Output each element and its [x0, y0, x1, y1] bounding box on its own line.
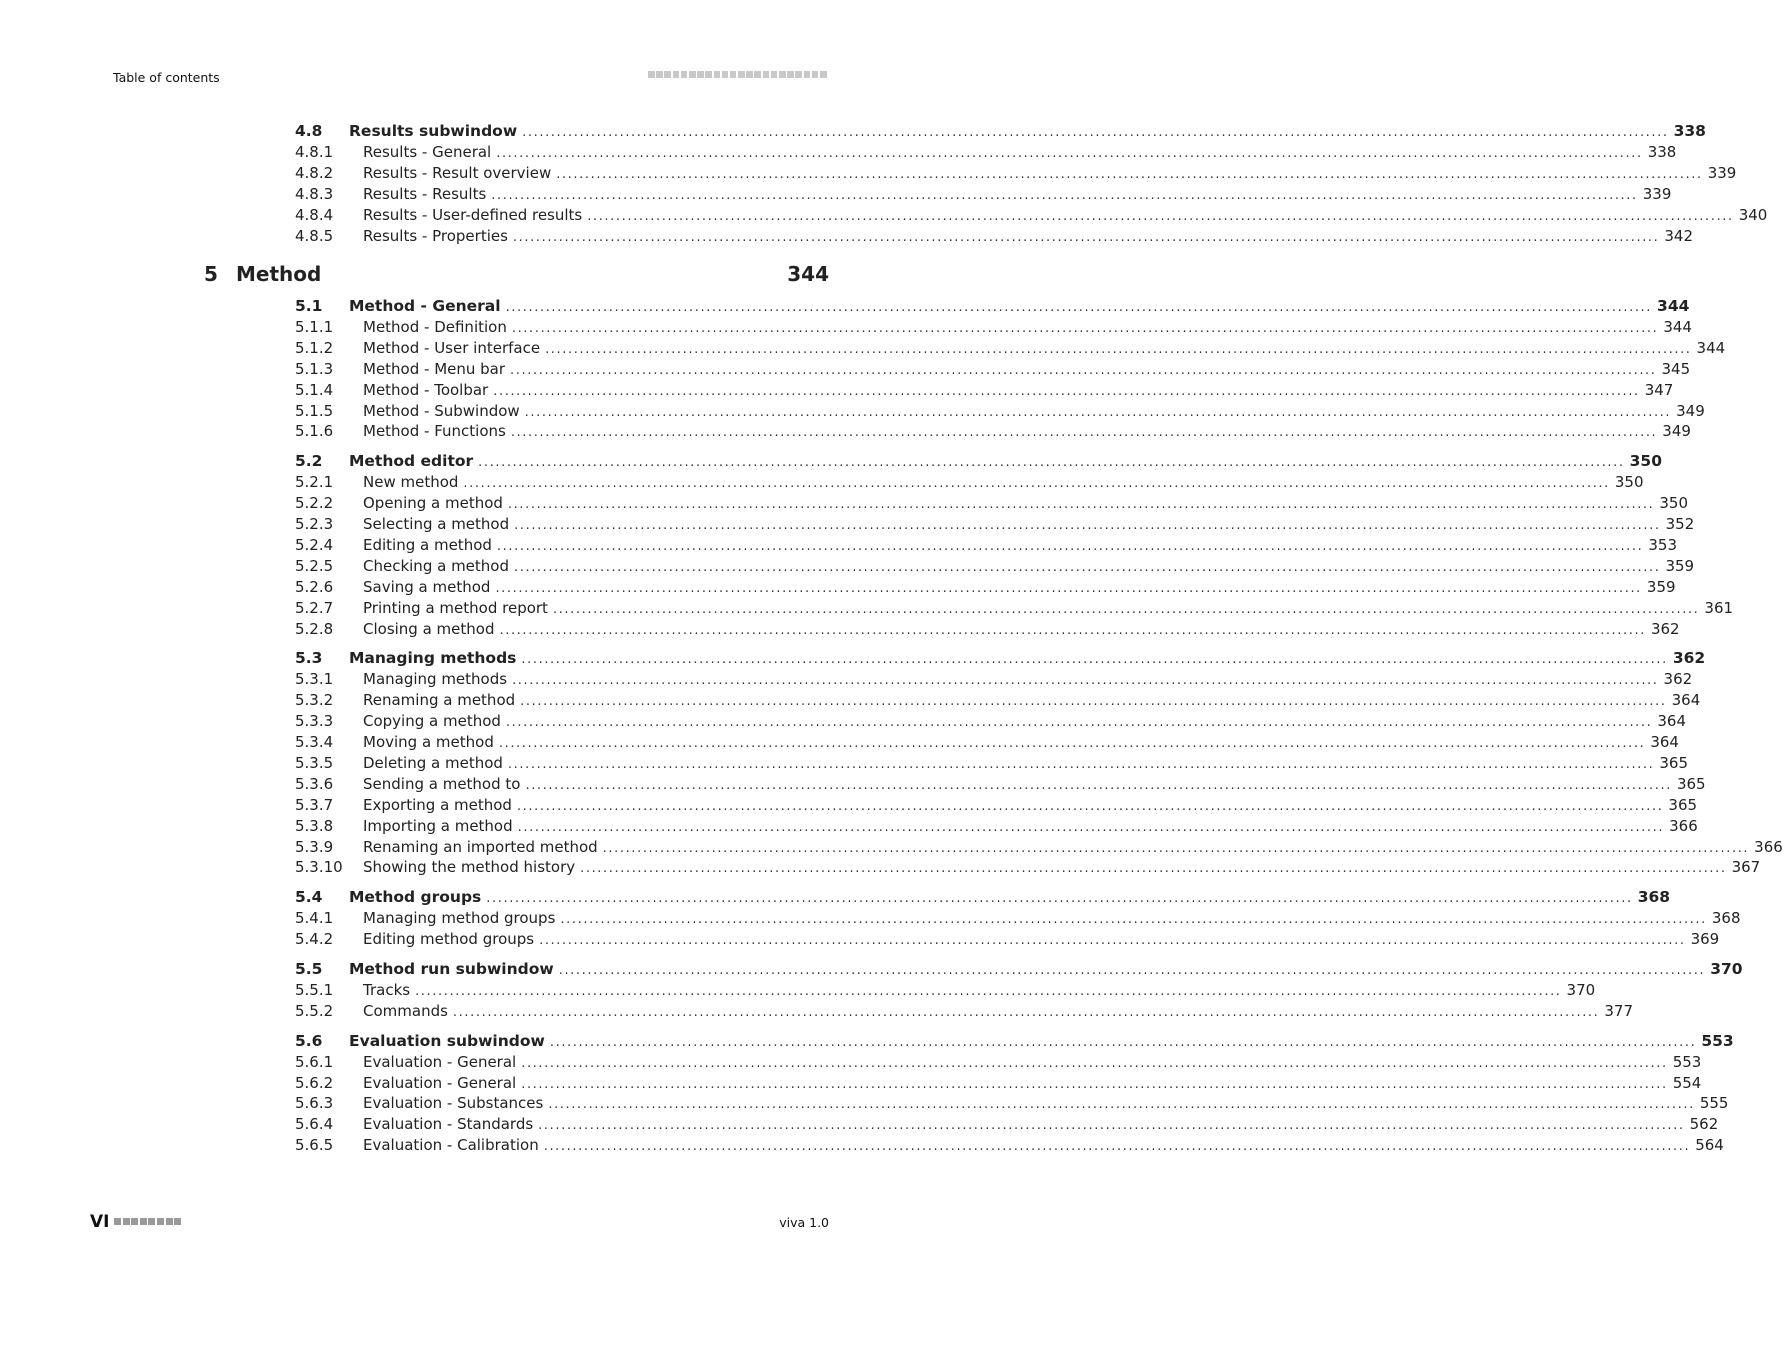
- toc-dot-leader: ........................................................................................................................................................................................................: [491, 187, 1638, 203]
- toc-entry-number: 5.6.5: [295, 1136, 334, 1155]
- toc-dot-leader: ........................................................................................................................................................................................................: [514, 559, 1661, 575]
- chapter-number: 5: [204, 262, 218, 286]
- toc-entry-title: Renaming a method: [363, 691, 516, 710]
- toc-entry-page: 564: [1695, 1136, 1724, 1155]
- toc-entry-number: 5.6: [295, 1031, 323, 1050]
- toc-entry-number: 5.3.1: [295, 670, 334, 689]
- toc-entry-page: 362: [1663, 670, 1693, 689]
- toc-subsection-entry[interactable]: [295, 1136, 1724, 1156]
- toc-entry-page: 353: [1648, 535, 1678, 554]
- toc-entry-title: Moving a method: [363, 733, 494, 751]
- toc-entry-title: Managing method groups: [363, 909, 556, 928]
- toc-entry-page: 349: [1676, 401, 1705, 420]
- toc-entry-title: Renaming an imported method: [363, 837, 598, 856]
- toc-entry-number: 5.1.3: [295, 359, 334, 378]
- toc-entry-title: Commands: [363, 1001, 448, 1020]
- toc-entry-number: 5.4.2: [295, 930, 334, 949]
- toc-subsection-entry[interactable]: [295, 380, 1674, 401]
- toc-subsection-entry[interactable]: [295, 163, 1737, 184]
- toc-entry-page: 359: [1646, 577, 1676, 596]
- decoration-square: [140, 1218, 147, 1225]
- toc-dot-leader: ........................................................................................................................................................................................................: [521, 652, 1668, 668]
- toc-subsection-entry[interactable]: [295, 317, 1692, 338]
- decoration-square: [738, 71, 745, 78]
- toc-entry-number: 5.3.9: [295, 837, 334, 856]
- toc-entry-page: 364: [1650, 733, 1679, 751]
- toc-entry-title: Saving a method: [363, 577, 491, 596]
- toc-entry-page: 339: [1642, 184, 1672, 203]
- toc-entry-title: Results - Properties: [363, 226, 508, 245]
- toc-subsection-entry[interactable]: [295, 142, 1677, 163]
- toc-entry-title: Opening a method: [363, 494, 503, 513]
- toc-entry-number: 5.2.5: [295, 556, 334, 575]
- toc-entry-page: 359: [1665, 556, 1695, 575]
- toc-dot-leader: ........................................................................................................................................................................................................: [496, 145, 1643, 161]
- toc-entry-page: 338: [1673, 122, 1706, 140]
- toc-dot-leader: ........................................................................................................................................................................................................: [493, 383, 1640, 399]
- toc-entry-title: Method run subwindow: [349, 960, 554, 978]
- toc-subsection-entry[interactable]: [295, 359, 1691, 380]
- toc-dot-leader: ........................................................................................................................................................................................................: [543, 1139, 1691, 1155]
- toc-section-entry[interactable]: [295, 452, 1662, 472]
- decoration-square: [754, 71, 761, 78]
- toc-entry-page: 553: [1701, 1031, 1734, 1050]
- toc-subsection-entry[interactable]: [295, 774, 1706, 795]
- toc-section-entry[interactable]: [295, 960, 1743, 980]
- toc-entry-title: Evaluation - General: [363, 1052, 517, 1071]
- toc-entry-number: 5.2.6: [295, 577, 334, 596]
- toc-entry-page: 365: [1676, 774, 1706, 793]
- toc-entry-title: Managing methods: [349, 649, 517, 668]
- footer-version: viva 1.0: [779, 1215, 829, 1230]
- toc-entry-title: Evaluation - Substances: [363, 1094, 544, 1113]
- toc-dot-leader: ........................................................................................................................................................................................................: [525, 777, 1672, 793]
- toc-entry-number: 5.3: [295, 649, 323, 668]
- decoration-square: [787, 71, 794, 78]
- toc-entry-number: 5.3.6: [295, 774, 334, 793]
- toc-subsection-entry[interactable]: [295, 858, 1761, 878]
- toc-subsection-entry[interactable]: [295, 837, 1783, 858]
- toc-section-entry[interactable]: [295, 649, 1706, 669]
- toc-dot-leader: ........................................................................................................................................................................................................: [560, 912, 1707, 928]
- toc-dot-leader: ........................................................................................................................................................................................................: [552, 601, 1700, 617]
- toc-entry-title: Sending a method to: [363, 774, 521, 793]
- toc-entry-title: Importing a method: [363, 816, 513, 835]
- toc-subsection-entry[interactable]: [295, 930, 1720, 950]
- toc-entry-title: Evaluation - Calibration: [363, 1136, 539, 1155]
- toc-dot-leader: ........................................................................................................................................................................................................: [545, 341, 1692, 357]
- toc-dot-leader: ........................................................................................................................................................................................................: [516, 798, 1664, 814]
- toc-entry-title: Tracks: [363, 980, 411, 999]
- running-header-title: Table of contents: [113, 70, 220, 85]
- toc-dot-leader: ........................................................................................................................................................................................................: [463, 476, 1610, 492]
- toc-entry-number: 5.3.8: [295, 816, 334, 835]
- decoration-square: [746, 71, 753, 78]
- toc-subsection-entry[interactable]: [295, 733, 1679, 753]
- footer-decoration: [114, 1218, 181, 1225]
- toc-dot-leader: ........................................................................................................................................................................................................: [522, 125, 1669, 140]
- toc-entry-number: 5.1.2: [295, 338, 334, 357]
- toc-dot-leader: ........................................................................................................................................................................................................: [512, 673, 1659, 689]
- toc-entry-title: Editing method groups: [363, 930, 535, 949]
- toc-entry-page: 342: [1664, 226, 1694, 245]
- toc-subsection-entry[interactable]: [295, 909, 1741, 929]
- toc-subsection-entry[interactable]: [295, 816, 1698, 837]
- toc-entry-number: 4.8: [295, 122, 323, 140]
- toc-dot-leader: ........................................................................................................................................................................................................: [538, 1118, 1685, 1134]
- toc-entry-page: 365: [1668, 795, 1698, 814]
- toc-entry-title: Deleting a method: [363, 753, 503, 772]
- toc-dot-leader: ........................................................................................................................................................................................................: [587, 208, 1734, 224]
- toc-entry-number: 5.1: [295, 297, 323, 315]
- toc-entry-page: 338: [1647, 142, 1677, 161]
- toc-section-entry[interactable]: [295, 888, 1671, 908]
- toc-entry-title: Closing a method: [363, 619, 495, 638]
- toc-entry-number: 5.3.4: [295, 733, 334, 751]
- toc-subsection-entry[interactable]: [295, 535, 1678, 556]
- toc-entry-title: Evaluation - General: [363, 1073, 517, 1092]
- toc-entry-page: 340: [1738, 205, 1768, 224]
- toc-entry-title: Evaluation subwindow: [349, 1031, 545, 1050]
- decoration-square: [697, 71, 704, 78]
- toc-entry-number: 5.5: [295, 960, 323, 978]
- toc-entry-title: Exporting a method: [363, 795, 512, 814]
- toc-entry-number: 5.6.2: [295, 1073, 334, 1092]
- decoration-square: [804, 71, 811, 78]
- toc-entry-number: 5.3.5: [295, 753, 334, 772]
- decoration-square: [174, 1218, 181, 1225]
- toc-subsection-entry[interactable]: [295, 1052, 1702, 1073]
- toc-dot-leader: ........................................................................................................................................................................................................: [521, 1055, 1668, 1071]
- toc-entry-number: 4.8.2: [295, 163, 334, 182]
- toc-entry-page: 562: [1689, 1115, 1719, 1134]
- decoration-square: [148, 1218, 155, 1225]
- toc-dot-leader: ........................................................................................................................................................................................................: [510, 425, 1658, 441]
- toc-entry-title: New method: [363, 473, 459, 492]
- toc-entry-page: 369: [1690, 930, 1720, 949]
- toc-entry-page: 554: [1672, 1073, 1702, 1092]
- toc-subsection-entry[interactable]: [295, 1094, 1729, 1114]
- decoration-square: [795, 71, 802, 78]
- toc-entry-page: 362: [1672, 649, 1706, 668]
- toc-dot-leader: ........................................................................................................................................................................................................: [520, 694, 1667, 710]
- toc-entry-title: Printing a method report: [363, 598, 548, 617]
- toc-dot-leader: ........................................................................................................................................................................................................: [512, 229, 1660, 245]
- toc-entry-page: 362: [1650, 619, 1680, 638]
- chapter-title: Method: [236, 262, 322, 286]
- toc-entry-page: 344: [1663, 317, 1692, 336]
- decoration-square: [664, 71, 671, 78]
- toc-entry-number: 4.8.4: [295, 205, 334, 224]
- decoration-square: [714, 71, 721, 78]
- toc-entry-page: 365: [1659, 753, 1689, 772]
- toc-entry-page: 347: [1644, 380, 1674, 399]
- toc-entry-page: 361: [1704, 598, 1734, 617]
- toc-subsection-entry[interactable]: [295, 577, 1676, 598]
- toc-entry-title: Method - Functions: [363, 422, 506, 441]
- decoration-square: [114, 1218, 121, 1225]
- toc-entry-page: 370: [1710, 960, 1743, 978]
- chapter-page: 344: [787, 262, 829, 286]
- toc-subsection-entry[interactable]: [295, 1115, 1719, 1135]
- toc-subsection-entry[interactable]: [295, 753, 1689, 774]
- toc-entry-page: 352: [1665, 515, 1695, 533]
- toc-dot-leader: ........................................................................................................................................................................................................: [524, 404, 1672, 420]
- toc-dot-leader: ........................................................................................................................................................................................................: [452, 1004, 1600, 1020]
- toc-entry-page: 370: [1566, 980, 1596, 999]
- toc-entry-number: 5.2.2: [295, 494, 334, 513]
- toc-entry-page: 350: [1614, 473, 1644, 492]
- toc-subsection-entry[interactable]: [295, 1073, 1702, 1094]
- toc-entry-number: 5.3.2: [295, 691, 334, 710]
- toc-dot-leader: ........................................................................................................................................................................................................: [514, 518, 1661, 533]
- toc-entry-number: 5.3.7: [295, 795, 334, 814]
- toc-entry-page: 344: [1657, 297, 1690, 315]
- toc-entry-number: 5.2.4: [295, 535, 334, 554]
- toc-entry-title: Method - Definition: [363, 317, 507, 336]
- toc-entry-number: 5.3.3: [295, 712, 334, 731]
- toc-entry-page: 349: [1662, 422, 1691, 441]
- toc-entry-page: 555: [1699, 1094, 1729, 1113]
- toc-subsection-entry[interactable]: [295, 401, 1705, 422]
- decoration-square: [730, 71, 737, 78]
- toc-dot-leader: ........................................................................................................................................................................................................: [507, 756, 1655, 772]
- toc-entry-page: 368: [1711, 909, 1741, 928]
- toc-subsection-entry[interactable]: [295, 494, 1689, 514]
- toc-section-entry[interactable]: [295, 122, 1706, 142]
- decoration-square: [779, 71, 786, 78]
- toc-entry-number: 5.2: [295, 452, 323, 471]
- toc-entry-number: 4.8.5: [295, 226, 334, 245]
- toc-entry-title: Method - General: [349, 297, 501, 315]
- toc-entry-title: Checking a method: [363, 556, 509, 575]
- toc-dot-leader: ........................................................................................................................................................................................................: [507, 497, 1655, 513]
- toc-dot-leader: ........................................................................................................................................................................................................: [486, 891, 1633, 907]
- toc-dot-leader: ........................................................................................................................................................................................................: [558, 963, 1706, 978]
- toc-subsection-entry[interactable]: [295, 1001, 1634, 1022]
- decoration-square: [763, 71, 770, 78]
- toc-dot-leader: ........................................................................................................................................................................................................: [499, 622, 1646, 638]
- decoration-square: [656, 71, 663, 78]
- chapter-heading[interactable]: [204, 262, 829, 290]
- toc-subsection-entry[interactable]: [295, 670, 1693, 690]
- toc-entry-page: 367: [1731, 858, 1761, 877]
- toc-entry-page: 366: [1754, 837, 1783, 856]
- toc-entry-page: 339: [1707, 163, 1737, 182]
- toc-subsection-entry[interactable]: [295, 422, 1691, 442]
- toc-entry-number: 5.2.3: [295, 515, 334, 533]
- toc-subsection-entry[interactable]: [295, 515, 1695, 535]
- toc-entry-number: 5.2.1: [295, 473, 334, 492]
- decoration-square: [820, 71, 827, 78]
- toc-entry-page: 553: [1672, 1052, 1702, 1071]
- toc-entry-title: Copying a method: [363, 712, 501, 731]
- toc-section-entry[interactable]: [295, 1031, 1734, 1052]
- toc-entry-title: Method groups: [349, 888, 482, 907]
- toc-dot-leader: ........................................................................................................................................................................................................: [556, 166, 1703, 182]
- decoration-square: [705, 71, 712, 78]
- toc-entry-page: 345: [1661, 359, 1691, 378]
- decoration-square: [722, 71, 729, 78]
- toc-entry-number: 5.4.1: [295, 909, 334, 928]
- toc-entry-title: Method editor: [349, 452, 474, 471]
- header-decoration: [648, 71, 830, 81]
- toc-dot-leader: ........................................................................................................................................................................................................: [478, 455, 1625, 471]
- toc-subsection-entry[interactable]: [295, 795, 1698, 816]
- toc-entry-title: Method - Menu bar: [363, 359, 506, 378]
- toc-subsection-entry[interactable]: [295, 473, 1644, 493]
- decoration-square: [771, 71, 778, 78]
- toc-subsection-entry[interactable]: [295, 184, 1672, 205]
- toc-subsection-entry[interactable]: [295, 980, 1596, 1001]
- footer-page-number: VI: [90, 1212, 110, 1232]
- toc-subsection-entry[interactable]: [295, 226, 1694, 247]
- toc-entry-title: Method - User interface: [363, 338, 541, 357]
- toc-entry-title: Evaluation - Standards: [363, 1115, 534, 1134]
- toc-dot-leader: ........................................................................................................................................................................................................: [517, 819, 1665, 835]
- toc-subsection-entry[interactable]: [295, 691, 1701, 711]
- toc-entry-number: 5.5.1: [295, 980, 334, 999]
- toc-entry-number: 5.6.1: [295, 1052, 334, 1071]
- decoration-square: [648, 71, 655, 78]
- decoration-square: [689, 71, 696, 78]
- toc-entry-number: 5.5.2: [295, 1001, 334, 1020]
- toc-dot-leader: ........................................................................................................................................................................................................: [511, 320, 1659, 336]
- toc-entry-number: 4.8.1: [295, 142, 334, 161]
- toc-entry-number: 5.1.1: [295, 317, 334, 336]
- toc-entry-title: Results - User-defined results: [363, 205, 583, 224]
- toc-subsection-entry[interactable]: [295, 205, 1768, 226]
- decoration-square: [673, 71, 680, 78]
- toc-entry-number: 5.1.6: [295, 422, 334, 441]
- toc-entry-title: Results subwindow: [349, 122, 518, 140]
- decoration-square: [131, 1218, 138, 1225]
- toc-entry-number: 4.8.3: [295, 184, 334, 203]
- toc-dot-leader: ........................................................................................................................................................................................................: [510, 362, 1657, 378]
- toc-entry-title: Showing the method history: [363, 858, 576, 877]
- decoration-square: [166, 1218, 173, 1225]
- toc-dot-leader: ........................................................................................................................................................................................................: [415, 983, 1562, 999]
- toc-entry-number: 5.4: [295, 888, 323, 907]
- toc-entry-page: 350: [1629, 452, 1662, 471]
- toc-dot-leader: ........................................................................................................................................................................................................: [521, 1076, 1668, 1092]
- decoration-square: [123, 1218, 130, 1225]
- toc-entry-number: 5.2.7: [295, 598, 334, 617]
- toc-dot-leader: ........................................................................................................................................................................................................: [496, 538, 1644, 554]
- toc-entry-title: Selecting a method: [363, 515, 510, 533]
- toc-section-entry[interactable]: [295, 297, 1690, 317]
- toc-entry-title: Editing a method: [363, 535, 492, 554]
- toc-dot-leader: ........................................................................................................................................................................................................: [580, 861, 1727, 877]
- toc-dot-leader: ........................................................................................................................................................................................................: [505, 300, 1653, 315]
- toc-entry-title: Method - Subwindow: [363, 401, 520, 420]
- toc-entry-page: 377: [1604, 1001, 1634, 1020]
- toc-entry-page: 368: [1637, 888, 1671, 907]
- toc-entry-page: 344: [1696, 338, 1726, 357]
- toc-subsection-entry[interactable]: [295, 619, 1680, 640]
- toc-entry-page: 350: [1659, 494, 1689, 513]
- toc-dot-leader: ........................................................................................................................................................................................................: [548, 1097, 1695, 1113]
- toc-entry-number: 5.6.3: [295, 1094, 334, 1113]
- toc-entry-title: Results - Result overview: [363, 163, 552, 182]
- toc-dot-leader: ........................................................................................................................................................................................................: [602, 840, 1750, 856]
- toc-dot-leader: ........................................................................................................................................................................................................: [505, 715, 1653, 731]
- decoration-square: [681, 71, 688, 78]
- toc-entry-page: 366: [1669, 816, 1698, 835]
- toc-entry-title: Results - General: [363, 142, 492, 161]
- toc-entry-title: Results - Results: [363, 184, 487, 203]
- toc-entry-number: 5.1.5: [295, 401, 334, 420]
- toc-entry-number: 5.3.10: [295, 858, 343, 877]
- toc-dot-leader: ........................................................................................................................................................................................................: [495, 580, 1642, 596]
- toc-subsection-entry[interactable]: [295, 338, 1726, 359]
- toc-subsection-entry[interactable]: [295, 598, 1734, 619]
- decoration-square: [812, 71, 819, 78]
- toc-subsection-entry[interactable]: [295, 712, 1687, 732]
- toc-entry-page: 364: [1657, 712, 1687, 731]
- toc-entry-title: Managing methods: [363, 670, 508, 689]
- toc-entry-title: Method - Toolbar: [363, 380, 489, 399]
- toc-entry-number: 5.6.4: [295, 1115, 334, 1134]
- toc-dot-leader: ........................................................................................................................................................................................................: [539, 933, 1686, 949]
- toc-subsection-entry[interactable]: [295, 556, 1695, 577]
- toc-entry-number: 5.2.8: [295, 619, 334, 638]
- decoration-square: [157, 1218, 164, 1225]
- toc-entry-number: 5.1.4: [295, 380, 334, 399]
- toc-dot-leader: ........................................................................................................................................................................................................: [498, 736, 1646, 751]
- toc-entry-page: 364: [1671, 691, 1701, 710]
- toc-dot-leader: ........................................................................................................................................................................................................: [549, 1034, 1697, 1050]
